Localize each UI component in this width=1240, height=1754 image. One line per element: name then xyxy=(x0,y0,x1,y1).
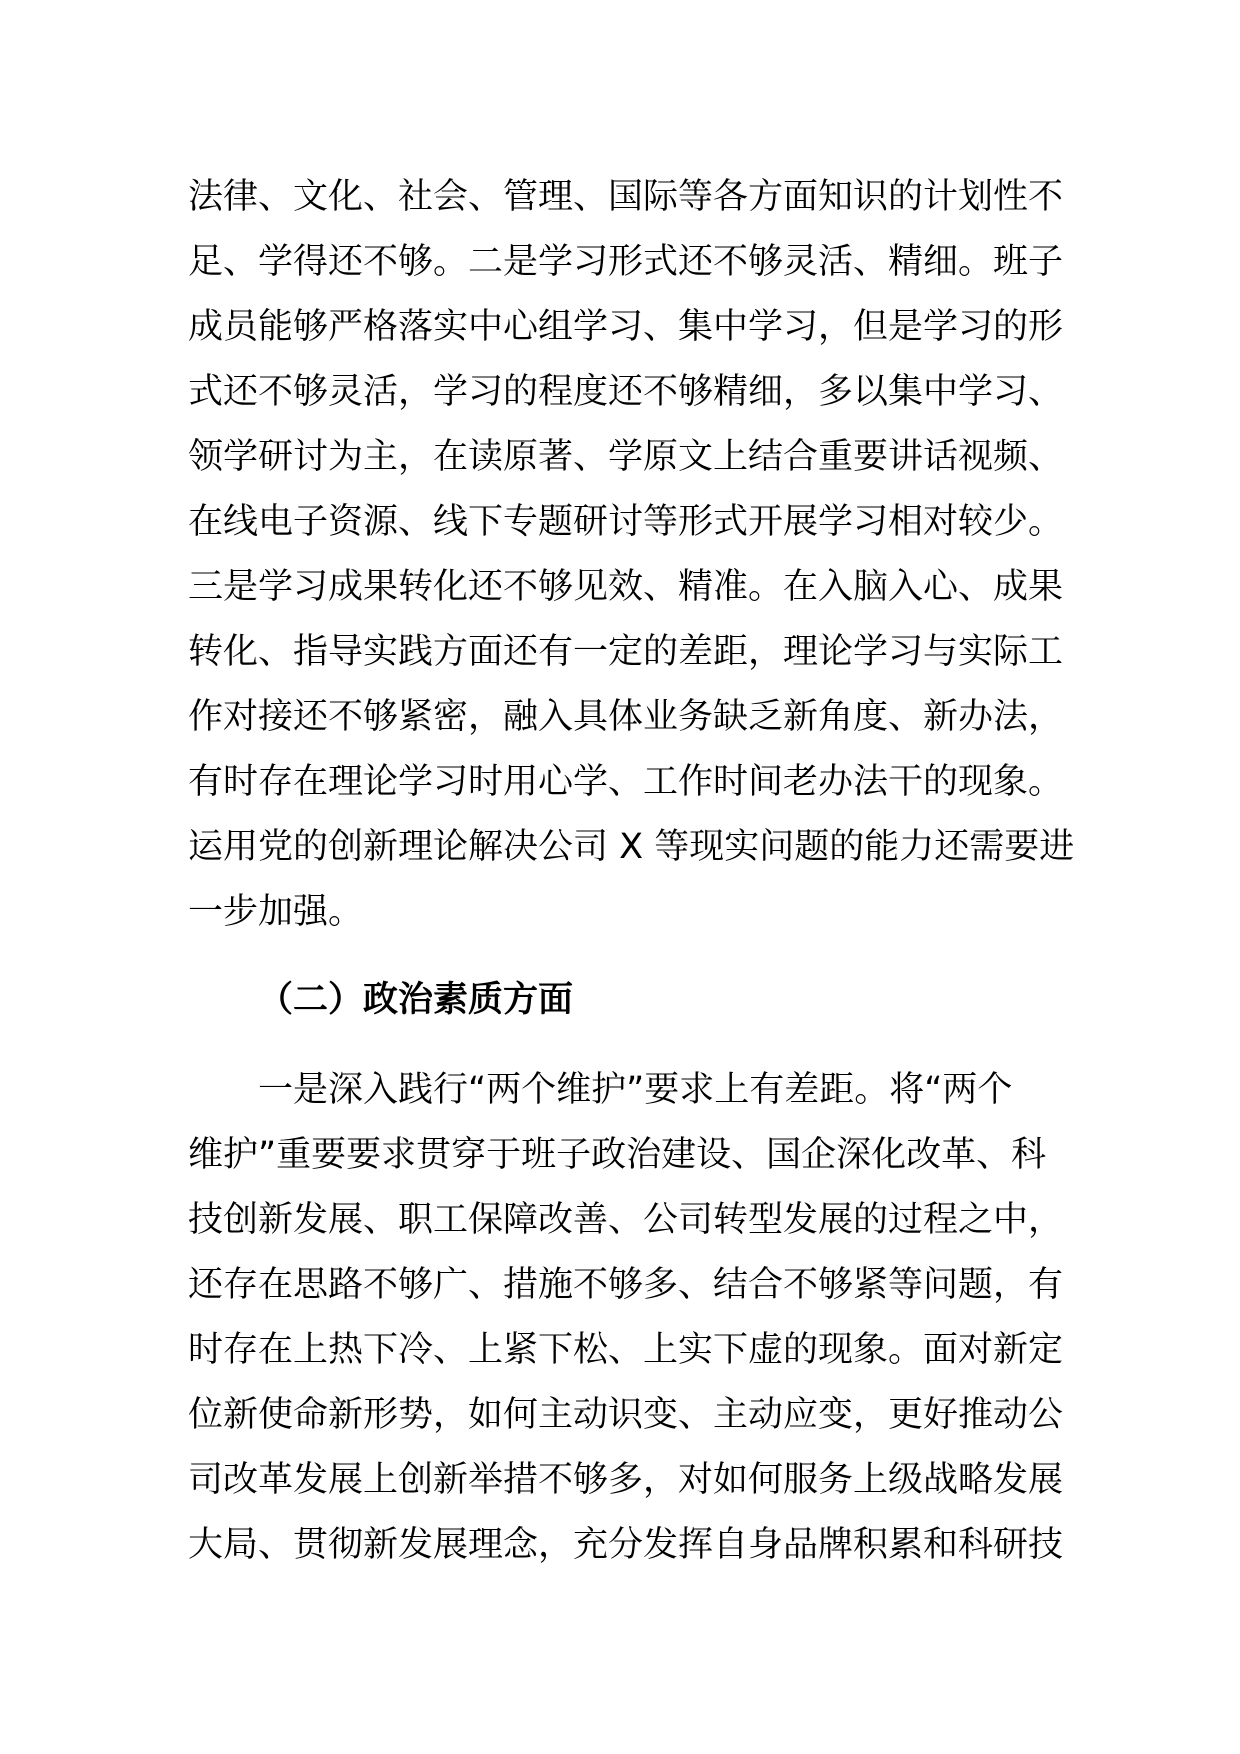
text-line: 法律、文化、社会、管理、国际等各方面知识的计划性不 xyxy=(188,177,1064,217)
text-line: 大局、贯彻新发展理念，充分发挥自身品牌积累和科研技 xyxy=(188,1525,1064,1565)
text-line: 式还不够灵活，学习的程度还不够精细，多以集中学习、 xyxy=(188,372,1064,412)
text-line: 转化、指导实践方面还有一定的差距，理论学习与实际工 xyxy=(188,632,1064,672)
paragraph-study-problems xyxy=(188,165,1075,945)
text-line: 成员能够严格落实中心组学习、集中学习，但是学习的形 xyxy=(188,307,1064,347)
text-line: 运用党的创新理论解决公司 X 等现实问题的能力还需要进 xyxy=(188,827,1075,867)
paragraph-political-quality xyxy=(188,1058,1068,1578)
text-line: 领学研讨为主，在读原著、学原文上结合重要讲话视频、 xyxy=(188,437,1064,477)
text-line: 位新使命新形势，如何主动识变、主动应变，更好推动公 xyxy=(188,1395,1064,1435)
text-line: 时存在上热下冷、上紧下松、上实下虚的现象。面对新定 xyxy=(188,1330,1064,1370)
text-line: 三是学习成果转化还不够见效、精准。在入脑入心、成果 xyxy=(188,567,1064,607)
text-line: 司改革发展上创新举措不够多，对如何服务上级战略发展 xyxy=(188,1460,1064,1500)
text-line: 一步加强。 xyxy=(188,892,364,932)
text-line: 技创新发展、职工保障改善、公司转型发展的过程之中， xyxy=(188,1200,1064,1240)
text-line: 有时存在理论学习时用心学、工作时间老办法干的现象。 xyxy=(188,762,1064,802)
section-heading: （二）政治素质方面 xyxy=(258,980,574,1020)
text-line: 作对接还不够紧密，融入具体业务缺乏新角度、新办法， xyxy=(188,697,1064,737)
text-line: 还存在思路不够广、措施不够多、结合不够紧等问题，有 xyxy=(188,1265,1064,1305)
text-line: 足、学得还不够。二是学习形式还不够灵活、精细。班子 xyxy=(188,242,1064,282)
text-line: 在线电子资源、线下专题研讨等形式开展学习相对较少。 xyxy=(188,502,1064,542)
text-line: 一是深入践行“两个维护”要求上有差距。将“两个 xyxy=(258,1070,1013,1110)
text-line: 维护”重要要求贯穿于班子政治建设、国企深化改革、科 xyxy=(188,1135,1047,1175)
